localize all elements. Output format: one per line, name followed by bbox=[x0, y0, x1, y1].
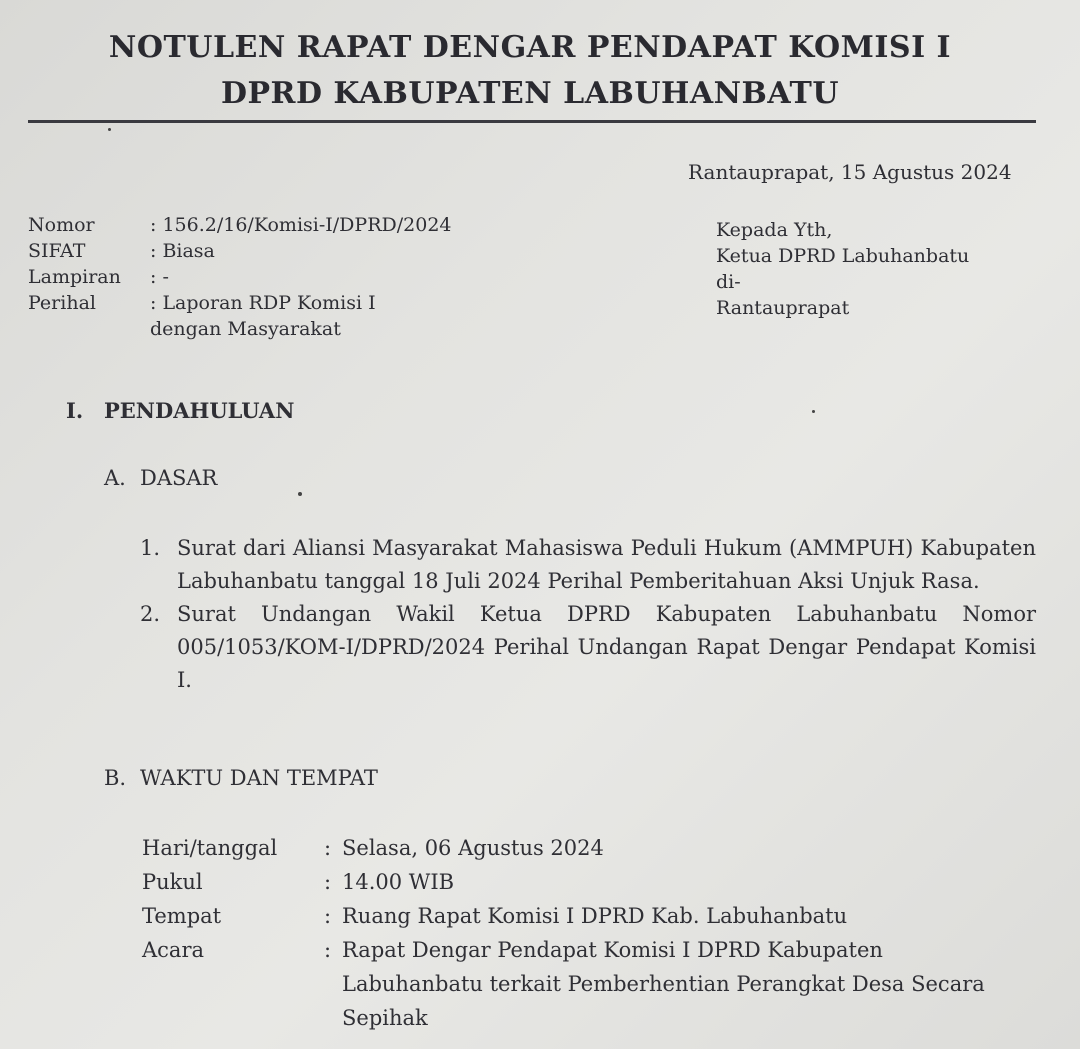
recipient-line: Kepada Yth, bbox=[716, 219, 833, 241]
meta-value: : Laporan RDP Komisi I dengan Masyarakat bbox=[150, 292, 376, 340]
section-heading-pendahuluan bbox=[66, 398, 294, 423]
section-number: I. bbox=[66, 398, 84, 423]
subsection-number: A. bbox=[104, 466, 126, 490]
info-row bbox=[142, 899, 1002, 933]
info-colon: : bbox=[324, 904, 332, 928]
info-label: Acara bbox=[142, 938, 205, 962]
meta-row-perihal bbox=[28, 290, 570, 342]
info-value: 14.00 WIB bbox=[342, 870, 455, 894]
info-label: Hari/tanggal bbox=[142, 836, 278, 860]
subsection-title: WAKTU DAN TEMPAT bbox=[140, 766, 378, 790]
subsection-heading-waktu bbox=[104, 766, 378, 790]
subsection-title: DASAR bbox=[140, 466, 218, 490]
list-number: 2. bbox=[140, 602, 161, 626]
info-value: Selasa, 06 Agustus 2024 bbox=[342, 836, 604, 860]
recipient-line: Ketua DPRD Labuhanbatu bbox=[716, 245, 970, 267]
recipient-line: Rantauprapat bbox=[716, 297, 850, 319]
document-title-line2: DPRD KABUPATEN LABUHANBATU bbox=[220, 76, 840, 111]
list-text: Surat Undangan Wakil Ketua DPRD Kabupaten Labuhanbatu Nomor 005/1053/KOM-I/DPRD/2024 Perihal Undangan Rapat Dengar Pendapat Komisi I. bbox=[177, 602, 1036, 692]
paper-speck bbox=[298, 492, 302, 496]
info-label: Tempat bbox=[142, 904, 222, 928]
subsection-heading-dasar bbox=[104, 466, 217, 490]
info-row bbox=[142, 933, 1002, 1035]
info-row bbox=[142, 865, 1002, 899]
waktu-tempat-table bbox=[142, 831, 1002, 1035]
title-divider bbox=[28, 120, 1036, 123]
letter-meta bbox=[28, 212, 570, 342]
paper-speck bbox=[812, 410, 815, 413]
list-number: 1. bbox=[140, 536, 161, 560]
place-date: Rantauprapat, 15 Agustus 2024 bbox=[688, 160, 1012, 184]
info-row bbox=[142, 831, 1002, 865]
paper-speck bbox=[108, 128, 111, 131]
list-text: Surat dari Aliansi Masyarakat Mahasiswa Peduli Hukum (AMMPUH) Kabupaten Labuhanbatu tanggal 18 Juli 2024 Perihal Pemberitahuan Aksi Unjuk Rasa. bbox=[177, 536, 1036, 593]
recipient-line: di- bbox=[716, 271, 741, 293]
list-item bbox=[140, 532, 1036, 598]
meta-value: : - bbox=[150, 266, 169, 288]
meta-label: SIFAT bbox=[28, 240, 86, 262]
info-value: Ruang Rapat Komisi I DPRD Kab. Labuhanbatu bbox=[342, 904, 848, 928]
subsection-number: B. bbox=[104, 766, 127, 790]
list-item bbox=[140, 598, 1036, 697]
recipient-block bbox=[716, 217, 969, 321]
meta-row-lampiran bbox=[28, 264, 570, 290]
dasar-list bbox=[140, 532, 1036, 697]
meta-value: : Biasa bbox=[150, 240, 215, 262]
info-colon: : bbox=[324, 938, 332, 962]
meta-value: : 156.2/16/Komisi-I/DPRD/2024 bbox=[150, 214, 452, 236]
section-title: PENDAHULUAN bbox=[104, 398, 295, 423]
meta-row-sifat bbox=[28, 238, 570, 264]
info-value: Rapat Dengar Pendapat Komisi I DPRD Kabupaten Labuhanbatu terkait Pemberhentian Perangkat Desa Secara Sepihak bbox=[342, 938, 985, 1030]
meta-label: Nomor bbox=[28, 214, 95, 236]
document-title-line1: NOTULEN RAPAT DENGAR PENDAPAT KOMISI I bbox=[108, 30, 952, 65]
meta-row-nomor bbox=[28, 212, 570, 238]
info-colon: : bbox=[324, 836, 332, 860]
info-colon: : bbox=[324, 870, 332, 894]
meta-label: Perihal bbox=[28, 292, 96, 314]
meta-label: Lampiran bbox=[28, 266, 121, 288]
info-label: Pukul bbox=[142, 870, 203, 894]
